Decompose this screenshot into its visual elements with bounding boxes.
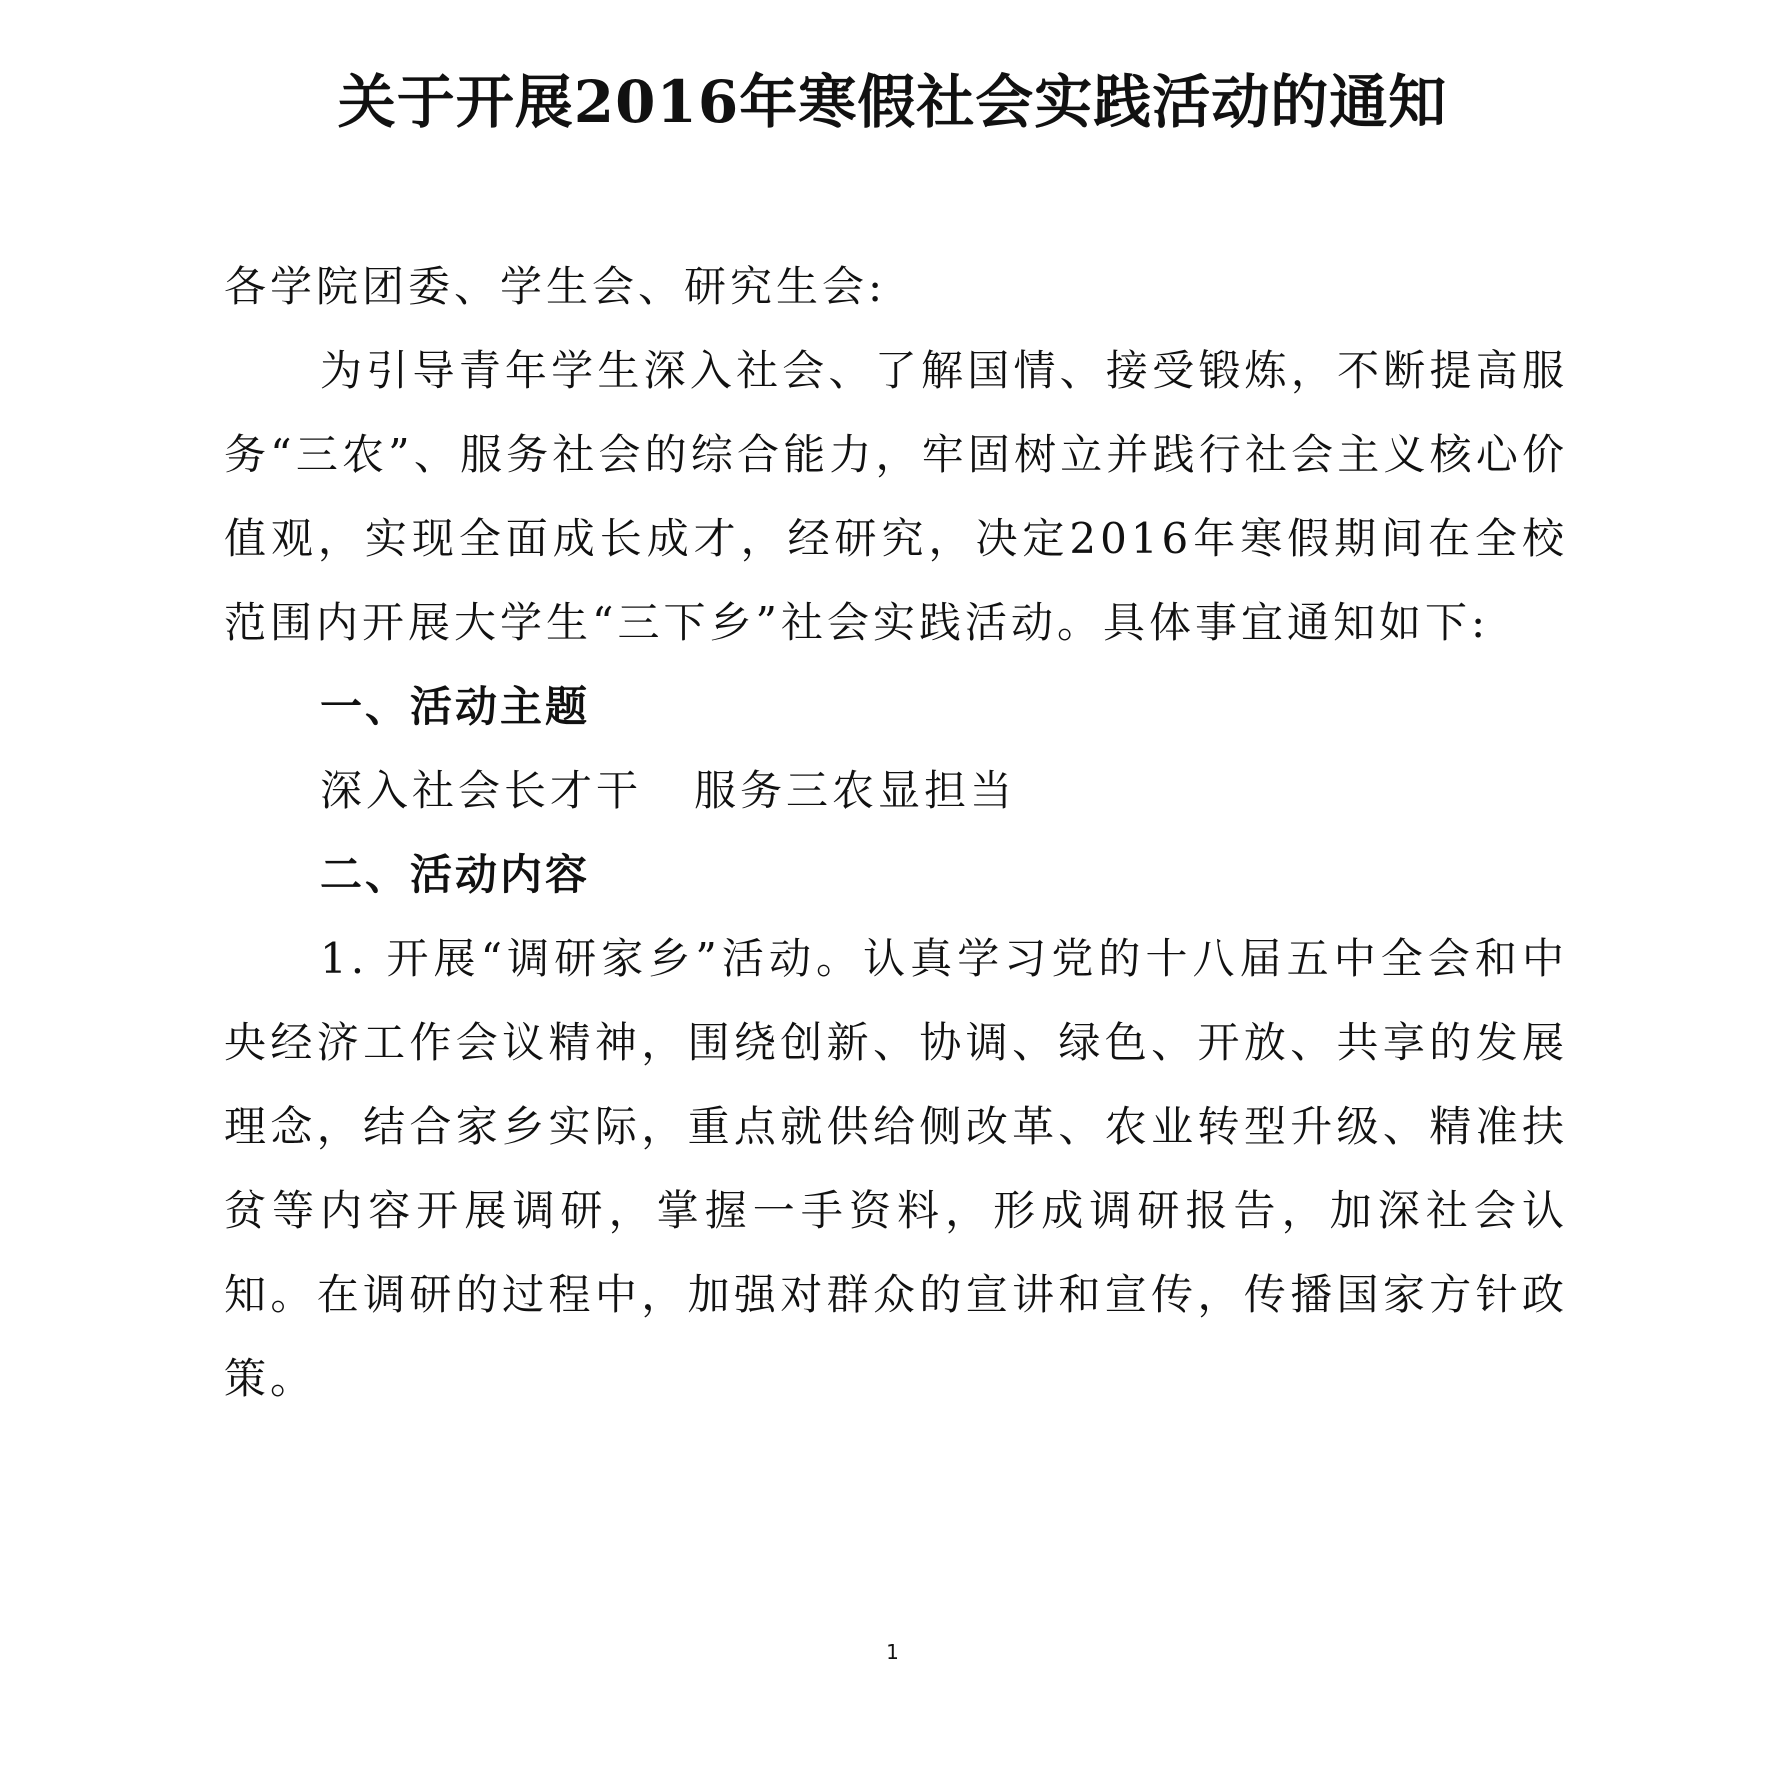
document-body [224,245,1568,1421]
section-heading-theme: 一、活动主题 [320,682,591,731]
theme-part-2: 服务三农显担当 [694,766,1017,815]
theme-part-1: 深入社会长才干 [320,766,643,815]
section-heading-content: 二、活动内容 [320,850,591,899]
document-title: 关于开展2016年寒假社会实践活动的通知 [337,68,1448,136]
activity-theme [224,749,1568,833]
item-1-paragraph: 1. 开展“调研家乡”活动。认真学习党的十八届五中全会和中央经济工作会议精神，围绕创新、协调、绿色、开放、共享的发展理念，结合家乡实际，重点就供给侧改革、农业转型升级、精准扶贫等内容开展调研，掌握一手资料，形成调研报告，加深社会认知。在调研的过程中，加强对群众的宣讲和宣传，传播国家方针政策。 [224,934,1568,1403]
intro-paragraph: 为引导青年学生深入社会、了解国情、接受锻炼，不断提高服务“三农”、服务社会的综合能力，牢固树立并践行社会主义核心价值观，实现全面成长成才，经研究，决定2016年寒假期间在全校范围内开展大学生“三下乡”社会实践活动。具体事宜通知如下: [224,346,1568,647]
page-number: 1 [886,1640,899,1664]
salutation: 各学院团委、学生会、研究生会: [224,262,887,311]
